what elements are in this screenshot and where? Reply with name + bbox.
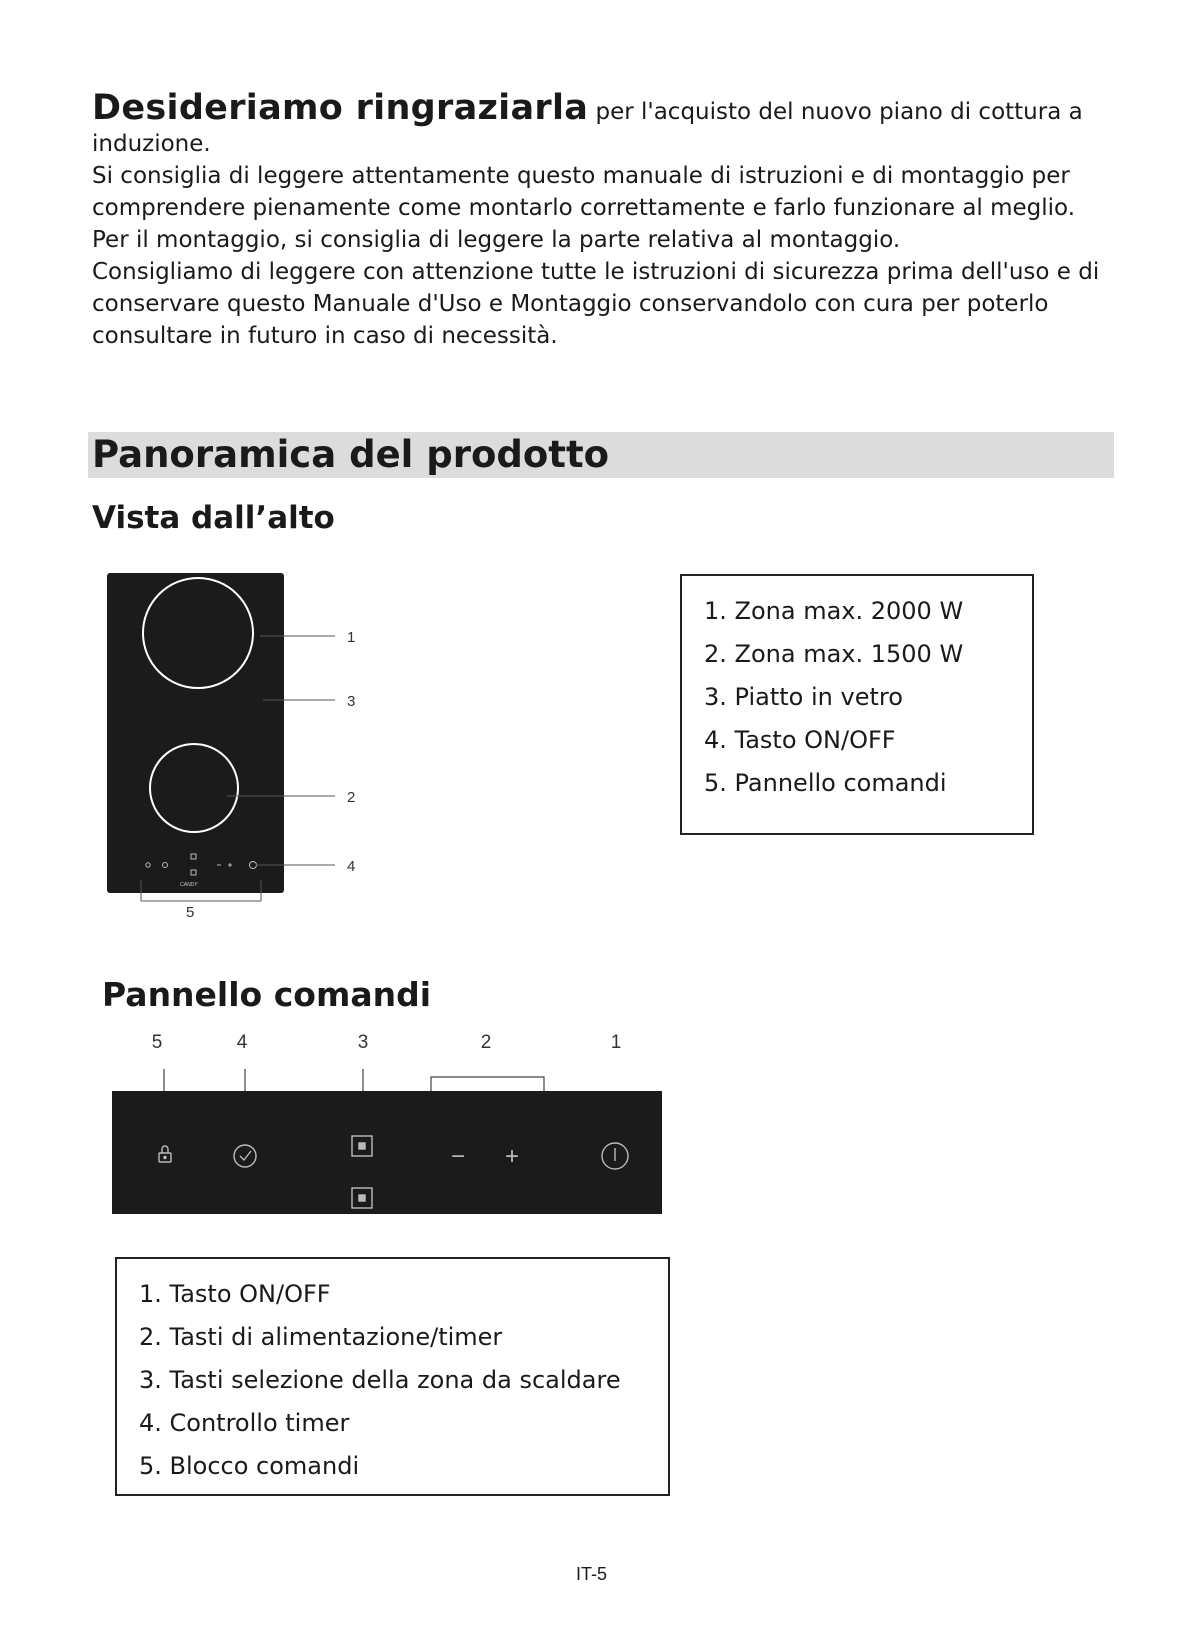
legend-item: 3. Tasti selezione della zona da scaldare	[139, 1366, 621, 1394]
legend-item: 4. Tasto ON/OFF	[704, 726, 896, 754]
legend-item: 5. Blocco comandi	[139, 1452, 360, 1480]
intro-lead: Desideriamo ringraziarla	[92, 88, 589, 128]
panel-callout-5: 5	[151, 1032, 163, 1053]
intro-text	[92, 88, 1112, 352]
panel-callout-3: 3	[357, 1032, 369, 1053]
top-callout-3: 3	[347, 693, 356, 710]
control-panel-legend-box	[115, 1257, 670, 1496]
top-view-legend-box	[680, 574, 1034, 835]
intro-paragraph-2: Si consiglia di leggere attentamente questo manuale di istruzioni e di montaggio per comprendere pienamente come montarlo correttamente e farlo funzionare al meglio.	[92, 163, 1076, 221]
hob-glass-plate	[107, 573, 284, 893]
brand-logo: CANDY	[180, 882, 198, 888]
plus-button[interactable]: +	[504, 1143, 520, 1170]
panel-callout-4: 4	[236, 1032, 248, 1053]
legend-item: 1. Zona max. 2000 W	[704, 597, 964, 625]
intro-paragraph-4: Consigliamo di leggere con attenzione tutte le istruzioni di sicurezza prima dell'uso e di conservare questo Manuale d'Uso e Montaggio conservandolo con cura per poterlo consultare in futuro in caso di necessità.	[92, 259, 1100, 349]
control-panel-title: Pannello comandi	[102, 975, 432, 1014]
top-callout-5: 5	[186, 904, 195, 920]
top-callout-2: 2	[347, 789, 356, 806]
section-title: Panoramica del prodotto	[92, 433, 610, 476]
top-callout-4: 4	[347, 858, 356, 875]
legend-item: 5. Pannello comandi	[704, 769, 947, 797]
legend-item: 1. Tasto ON/OFF	[139, 1280, 331, 1308]
legend-item: 4. Controllo timer	[139, 1409, 350, 1437]
minus-button[interactable]: −	[450, 1143, 466, 1170]
hob-top-view-diagram	[100, 570, 370, 920]
panel-callout-2: 2	[480, 1032, 492, 1053]
legend-item: 3. Piatto in vetro	[704, 683, 903, 711]
control-panel-diagram	[105, 1025, 665, 1215]
intro-lead-rest: per l'acquisto del nuovo piano di cottura a induzione.	[92, 99, 1083, 157]
intro-paragraph-1	[92, 88, 1112, 160]
legend-item: 2. Zona max. 1500 W	[704, 640, 964, 668]
control-panel-strip	[112, 1091, 662, 1214]
top-view-title: Vista dall’alto	[92, 500, 335, 536]
top-callout-1: 1	[347, 629, 356, 646]
legend-item: 2. Tasti di alimentazione/timer	[139, 1323, 503, 1351]
intro-paragraph-3: Per il montaggio, si consiglia di leggere la parte relativa al montaggio.	[92, 227, 901, 253]
panel-callout-1: 1	[610, 1032, 622, 1053]
page-number: IT-5	[576, 1564, 608, 1584]
